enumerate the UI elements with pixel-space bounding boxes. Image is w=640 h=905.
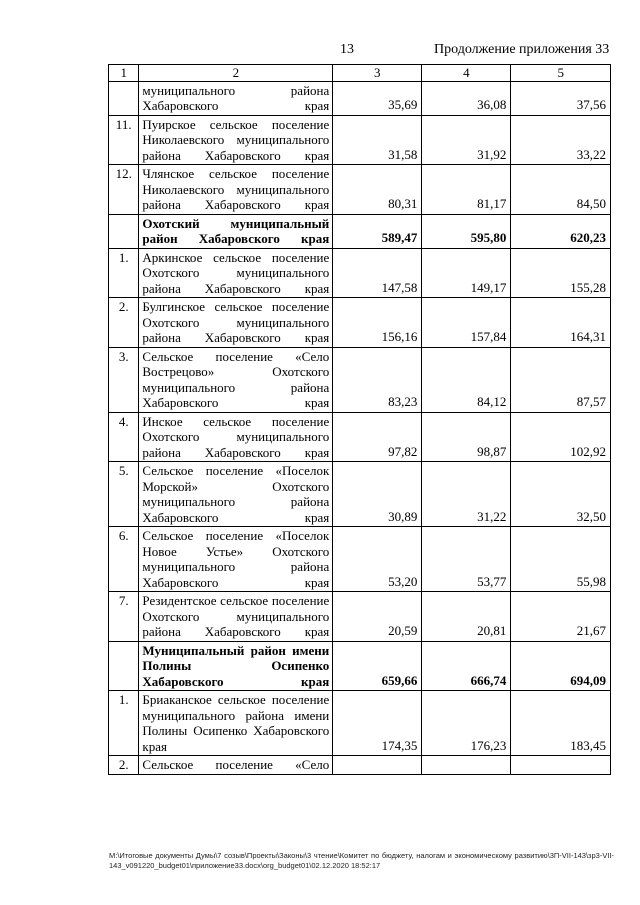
row-name: Сельское поселение «Село Вострецово» Охотского муниципального района Хабаровского края (139, 347, 333, 412)
table-row (109, 115, 611, 165)
value-col3: 53,20 (333, 527, 422, 592)
row-name: Сельское поселение «Поселок Морской» Охотского муниципального района Хабаровского края (139, 462, 333, 527)
row-number: 6. (109, 527, 139, 592)
value-col4: 81,17 (422, 165, 511, 215)
value-col4: 84,12 (422, 347, 511, 412)
table-row (109, 214, 611, 248)
table-row (109, 81, 611, 115)
value-col5: 87,57 (511, 347, 611, 412)
row-name: Охотский муниципальный район Хабаровского края (139, 214, 333, 248)
appendix-subtitle: Продолжение приложения 33 (434, 42, 610, 57)
column-header: 4 (422, 65, 511, 82)
row-number: 11. (109, 115, 139, 165)
row-number: 2. (109, 756, 139, 775)
column-header: 2 (139, 65, 333, 82)
value-col3: 35,69 (333, 81, 422, 115)
value-col3: 30,89 (333, 462, 422, 527)
row-name: Члянское сельское поселение Николаевского муниципального района Хабаровского края (139, 165, 333, 215)
row-name: Бриаканское сельское поселение муниципального района имени Полины Осипенко Хабаровского края (139, 691, 333, 756)
value-col4: 666,74 (422, 641, 511, 691)
value-col3: 31,58 (333, 115, 422, 165)
row-name: Пуирское сельское поселение Николаевского муниципального района Хабаровского края (139, 115, 333, 165)
value-col3: 97,82 (333, 412, 422, 462)
row-number: 1. (109, 248, 139, 298)
value-col4: 176,23 (422, 691, 511, 756)
value-col4: 98,87 (422, 412, 511, 462)
value-col5: 155,28 (511, 248, 611, 298)
value-col5 (511, 756, 611, 775)
table-row (109, 527, 611, 592)
row-number: 4. (109, 412, 139, 462)
file-path-footer: M:\Итоговые документы Думы\7 созыв\Проекты\Законы\3 чтение\Комитет по бюджету, налогам и экономическому развитию\3П-VII-143\зр3-VII-143_v091220_budget01\приложение33.docx\org_budget01\02.12.2020 18:52:17 (109, 851, 614, 870)
value-col5: 55,98 (511, 527, 611, 592)
row-number: 3. (109, 347, 139, 412)
table-row (109, 347, 611, 412)
row-name: Сельское поселение «Село (139, 756, 333, 775)
value-col4: 157,84 (422, 298, 511, 348)
value-col5: 164,31 (511, 298, 611, 348)
value-col4 (422, 756, 511, 775)
value-col5: 37,56 (511, 81, 611, 115)
table-row (109, 691, 611, 756)
value-col3: 147,58 (333, 248, 422, 298)
table-row (109, 756, 611, 775)
row-name: Муниципальный район имени Полины Осипенко Хабаровского края (139, 641, 333, 691)
column-header: 1 (109, 65, 139, 82)
row-name: муниципального района Хабаровского края (139, 81, 333, 115)
value-col3: 83,23 (333, 347, 422, 412)
row-number: 7. (109, 592, 139, 642)
row-name: Инское сельское поселение Охотского муниципального района Хабаровского края (139, 412, 333, 462)
row-number: 2. (109, 298, 139, 348)
row-name: Аркинское сельское поселение Охотского муниципального района Хабаровского края (139, 248, 333, 298)
value-col5: 21,67 (511, 592, 611, 642)
table-row (109, 248, 611, 298)
value-col5: 33,22 (511, 115, 611, 165)
table-row (109, 641, 611, 691)
row-name: Булгинское сельское поселение Охотского муниципального района Хабаровского края (139, 298, 333, 348)
table-row (109, 412, 611, 462)
column-header: 3 (333, 65, 422, 82)
value-col4: 595,80 (422, 214, 511, 248)
page-number: 13 (340, 42, 354, 57)
value-col5: 620,23 (511, 214, 611, 248)
table-row (109, 165, 611, 215)
value-col5: 183,45 (511, 691, 611, 756)
row-number: 12. (109, 165, 139, 215)
value-col3: 20,59 (333, 592, 422, 642)
row-number (109, 641, 139, 691)
value-col3: 156,16 (333, 298, 422, 348)
value-col4: 149,17 (422, 248, 511, 298)
value-col3: 80,31 (333, 165, 422, 215)
row-number: 1. (109, 691, 139, 756)
table-row (109, 592, 611, 642)
value-col5: 694,09 (511, 641, 611, 691)
value-col4: 20,81 (422, 592, 511, 642)
value-col5: 32,50 (511, 462, 611, 527)
table-row (109, 462, 611, 527)
row-name: Сельское поселение «Поселок Новое Устье» Охотского муниципального района Хабаровского края (139, 527, 333, 592)
value-col3: 589,47 (333, 214, 422, 248)
value-col5: 84,50 (511, 165, 611, 215)
value-col4: 31,92 (422, 115, 511, 165)
value-col4: 31,22 (422, 462, 511, 527)
value-col3 (333, 756, 422, 775)
row-name: Резидентское сельское поселение Охотского муниципального района Хабаровского края (139, 592, 333, 642)
row-number: 5. (109, 462, 139, 527)
value-col5: 102,92 (511, 412, 611, 462)
row-number (109, 214, 139, 248)
table-row (109, 298, 611, 348)
table-header-row (109, 65, 611, 82)
value-col3: 174,35 (333, 691, 422, 756)
column-header: 5 (511, 65, 611, 82)
row-number (109, 81, 139, 115)
budget-table (108, 64, 611, 775)
value-col3: 659,66 (333, 641, 422, 691)
value-col4: 53,77 (422, 527, 511, 592)
value-col4: 36,08 (422, 81, 511, 115)
